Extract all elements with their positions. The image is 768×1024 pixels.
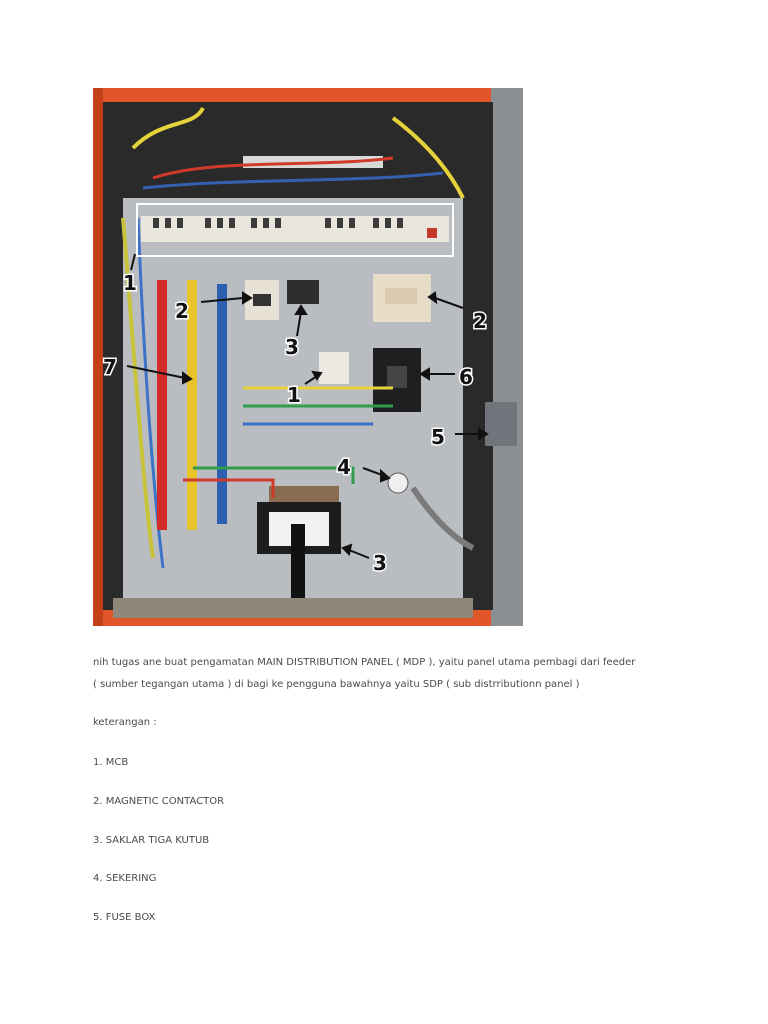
small-mcb [319, 352, 349, 384]
fuse-holder [388, 473, 408, 493]
legend-heading: keterangan : [93, 717, 157, 728]
legend-item: 1. MCB [93, 757, 129, 768]
panel-door-edge [491, 88, 523, 626]
intro-line-2: ( sumber tegangan utama ) di bagi ke pengguna bawahnya yaitu SDP ( sub distrributionn panel ) [93, 679, 580, 690]
photo-label-2b: 2 [473, 309, 487, 333]
photo-label-5: 5 [431, 425, 445, 449]
intro-line-1: nih tugas ane buat pengamatan MAIN DISTRIBUTION PANEL ( MDP ), yaitu panel utama pembagi dari feeder [93, 657, 636, 668]
busbar-red [157, 280, 167, 530]
photo-label-3b: 3 [373, 551, 387, 575]
fuse-box [485, 402, 517, 446]
legend-item: 2. MAGNETIC CONTACTOR [93, 796, 225, 807]
photo-label-6: 6 [459, 365, 473, 389]
photo-label-1b: 1 [287, 383, 301, 407]
legend-item: 3. SAKLAR TIGA KUTUB [93, 835, 210, 846]
busbar-blue [217, 284, 227, 524]
photo-label-1a: 1 [123, 271, 137, 295]
photo-label-2a: 2 [175, 299, 189, 323]
photo-label-4: 4 [337, 455, 351, 479]
legend-item: 4. SEKERING [93, 873, 157, 884]
panel-photo [93, 88, 523, 626]
photo-label-7: 7 [103, 355, 117, 379]
legend-item: 5. FUSE BOX [93, 912, 156, 923]
photo-label-3a: 3 [285, 335, 299, 359]
